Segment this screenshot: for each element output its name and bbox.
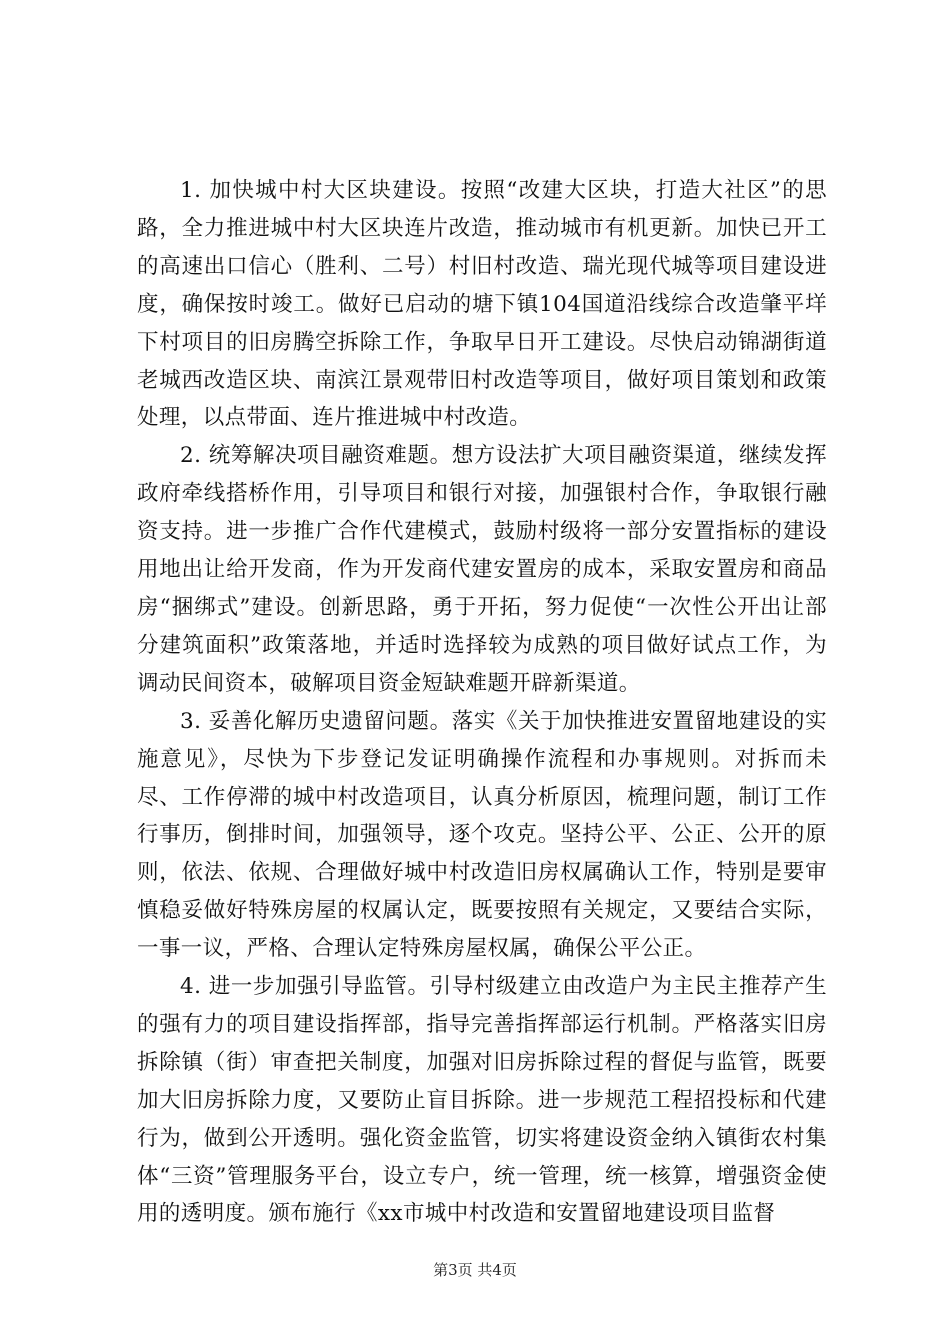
- paragraph-3: 3. 妥善化解历史遗留问题。落实《关于加快推进安置留地建设的实施意见》，尽快为下步登记发证明确操作流程和办事规则。对拆而未尽、工作停滞的城中村改造项目，认真分析原因，梳理问题，制订工作行事历，倒排时间，加强领导，逐个攻克。坚持公平、公正、公开的原则，依法、依规、合理做好城中村改造旧房权属确认工作，特别是要审慎稳妥做好特殊房屋的权属认定，既要按照有关规定，又要结合实际，一事一议，严格、合理认定特殊房屋权属，确保公平公正。: [137, 708, 827, 962]
- paragraph-4: 4. 进一步加强引导监管。引导村级建立由改造户为主民主推荐产生的强有力的项目建设指挥部，指导完善指挥部运行机制。严格落实旧房拆除镇（街）审查把关制度，加强对旧房拆除过程的督促与监管，既要加大旧房拆除力度，又要防止盲目拆除。进一步规范工程招投标和代建行为，做到公开透明。强化资金监管，切实将建设资金纳入镇街农村集体“三资”管理服务平台，设立专户，统一管理，统一核算，增强资金使用的透明度。颁布施行《xx市城中村改造和安置留地建设项目监督: [137, 974, 827, 1227]
- paragraph-1: 1. 加快城中村大区块建设。按照“改建大区块，打造大社区”的思路，全力推进城中村大区块连片改造，推动城市有机更新。加快已开工的高速出口信心（胜利、二号）村旧村改造、瑞光现代城等项目建设进度，确保按时竣工。做好已启动的塘下镇104国道沿线综合改造肇平垟下村项目的旧房腾空拆除工作，争取早日开工建设。尽快启动锦湖街道老城西改造区块、南滨江景观带旧村改造等项目，做好项目策划和政策处理，以点带面、连片推进城中村改造。: [137, 178, 827, 431]
- paragraph-2: 2. 统筹解决项目融资难题。想方设法扩大项目融资渠道，继续发挥政府牵线搭桥作用，引导项目和银行对接，加强银村合作，争取银行融资支持。进一步推广合作代建模式，鼓励村级将一部分安置指标的建设用地出让给开发商，作为开发商代建安置房的成本，采取安置房和商品房“捆绑式”建设。创新思路，勇于开拓，努力促使“一次性公开出让部分建筑面积”政策落地，并适时选择较为成熟的项目做好试点工作，为调动民间资本，破解项目资金短缺难题开辟新渠道。: [137, 443, 827, 696]
- page-footer: 第3页 共4页: [433, 1261, 517, 1279]
- document-body: [137, 172, 827, 1233]
